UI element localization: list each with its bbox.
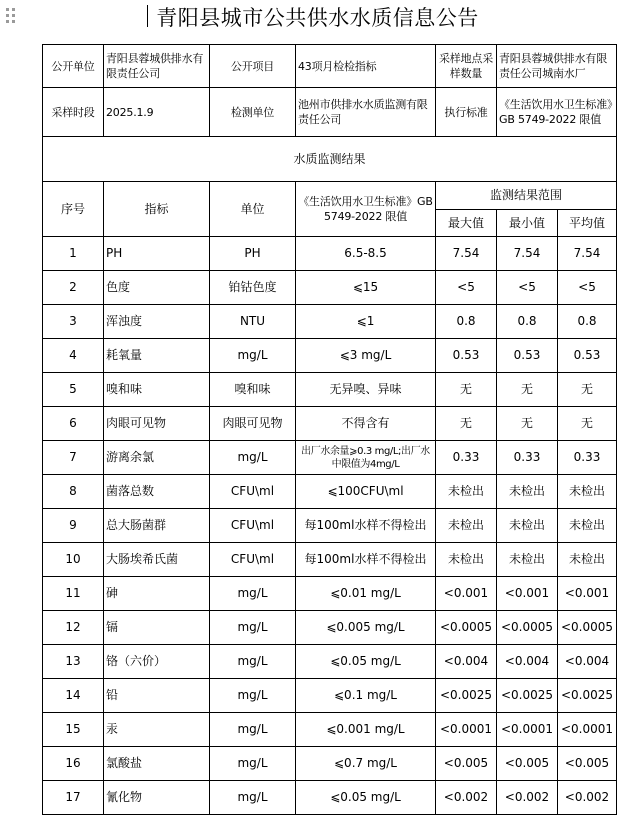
- cell-limit: 每100ml水样不得检出: [296, 543, 436, 577]
- cell-name: 氯酸盐: [104, 747, 210, 781]
- std-label: 执行标准: [436, 88, 497, 137]
- cell-no: 12: [43, 611, 104, 645]
- cell-min: <0.001: [497, 577, 558, 611]
- cell-avg: 未检出: [558, 475, 617, 509]
- cell-limit: ⩽0.05 mg/L: [296, 781, 436, 815]
- section-row: [43, 137, 617, 182]
- cell-name: 镉: [104, 611, 210, 645]
- info-row-2: [43, 88, 617, 137]
- cell-min: <0.0005: [497, 611, 558, 645]
- cell-limit: ⩽0.005 mg/L: [296, 611, 436, 645]
- cell-no: 3: [43, 305, 104, 339]
- cell-unit: mg/L: [210, 747, 296, 781]
- table-row: [43, 781, 617, 815]
- cell-no: 16: [43, 747, 104, 781]
- cell-unit: mg/L: [210, 339, 296, 373]
- cell-unit: mg/L: [210, 781, 296, 815]
- cell-name: 砷: [104, 577, 210, 611]
- cell-max: <0.0005: [436, 611, 497, 645]
- cell-limit: ⩽0.01 mg/L: [296, 577, 436, 611]
- table-row: [43, 339, 617, 373]
- cell-min: 未检出: [497, 509, 558, 543]
- cell-min: <0.004: [497, 645, 558, 679]
- cell-unit: 铂钴色度: [210, 271, 296, 305]
- cell-min: <0.005: [497, 747, 558, 781]
- header-limit: 《生活饮用水卫生标准》GB 5749-2022 限值: [296, 182, 436, 237]
- cell-avg: 7.54: [558, 237, 617, 271]
- cell-min: 无: [497, 407, 558, 441]
- std-value: 《生活饮用水卫生标准》GB 5749-2022 限值: [497, 88, 617, 137]
- cell-max: <0.0001: [436, 713, 497, 747]
- cell-min: 未检出: [497, 543, 558, 577]
- table-row: [43, 271, 617, 305]
- time-value: 2025.1.9: [104, 88, 210, 137]
- section-title: 水质监测结果: [43, 137, 617, 182]
- table-row: [43, 237, 617, 271]
- header-max: 最大值: [436, 210, 497, 237]
- cell-unit: mg/L: [210, 645, 296, 679]
- cell-max: <0.005: [436, 747, 497, 781]
- cell-max: 0.8: [436, 305, 497, 339]
- table-row: [43, 543, 617, 577]
- cell-limit: 6.5-8.5: [296, 237, 436, 271]
- cell-no: 7: [43, 441, 104, 475]
- cell-no: 15: [43, 713, 104, 747]
- cell-name: 铬（六价）: [104, 645, 210, 679]
- cell-max: 未检出: [436, 543, 497, 577]
- table-row: [43, 305, 617, 339]
- cell-unit: mg/L: [210, 713, 296, 747]
- cell-limit: 每100ml水样不得检出: [296, 509, 436, 543]
- publisher-label: 公开单位: [43, 45, 104, 88]
- header-avg: 平均值: [558, 210, 617, 237]
- cell-limit: ⩽100CFU\ml: [296, 475, 436, 509]
- cell-avg: <0.0025: [558, 679, 617, 713]
- info-row-1: [43, 45, 617, 88]
- cell-unit: mg/L: [210, 577, 296, 611]
- cell-max: 无: [436, 407, 497, 441]
- cell-avg: 未检出: [558, 543, 617, 577]
- cell-limit: ⩽3 mg/L: [296, 339, 436, 373]
- cell-unit: CFU\ml: [210, 543, 296, 577]
- cell-no: 13: [43, 645, 104, 679]
- cell-unit: CFU\ml: [210, 509, 296, 543]
- cell-unit: PH: [210, 237, 296, 271]
- cell-max: <0.004: [436, 645, 497, 679]
- cell-unit: 肉眼可见物: [210, 407, 296, 441]
- cell-unit: mg/L: [210, 441, 296, 475]
- cell-avg: 0.33: [558, 441, 617, 475]
- time-label: 采样时段: [43, 88, 104, 137]
- item-label: 公开项目: [210, 45, 296, 88]
- cell-no: 6: [43, 407, 104, 441]
- cell-no: 1: [43, 237, 104, 271]
- cell-name: 氰化物: [104, 781, 210, 815]
- cell-max: 无: [436, 373, 497, 407]
- header-indicator: 指标: [104, 182, 210, 237]
- site-value: 青阳县蓉城供排水有限责任公司城南水厂: [497, 45, 617, 88]
- cell-unit: mg/L: [210, 611, 296, 645]
- cell-min: 0.33: [497, 441, 558, 475]
- cell-name: 肉眼可见物: [104, 407, 210, 441]
- table-row: [43, 509, 617, 543]
- item-value: 43项月检检指标: [296, 45, 436, 88]
- cell-limit: 无异嗅、异味: [296, 373, 436, 407]
- cell-name: 耗氧量: [104, 339, 210, 373]
- table-row: [43, 713, 617, 747]
- cell-no: 2: [43, 271, 104, 305]
- cell-min: 无: [497, 373, 558, 407]
- table-row: [43, 577, 617, 611]
- cell-limit: 不得含有: [296, 407, 436, 441]
- cell-avg: 0.53: [558, 339, 617, 373]
- header-range: 监测结果范围: [436, 182, 617, 210]
- cell-limit: ⩽1: [296, 305, 436, 339]
- cell-no: 14: [43, 679, 104, 713]
- page-title: 青阳县城市公共供水水质信息公告: [156, 6, 479, 30]
- cell-min: 7.54: [497, 237, 558, 271]
- cell-avg: <0.001: [558, 577, 617, 611]
- cell-limit: ⩽0.7 mg/L: [296, 747, 436, 781]
- cell-min: 0.8: [497, 305, 558, 339]
- cell-name: 浑浊度: [104, 305, 210, 339]
- cell-max: 0.33: [436, 441, 497, 475]
- cell-limit: 出厂水余量⩾0.3 mg/L;出厂水中限值为4mg/L: [296, 441, 436, 475]
- cell-name: PH: [104, 237, 210, 271]
- cell-avg: <0.0005: [558, 611, 617, 645]
- cell-limit: ⩽0.05 mg/L: [296, 645, 436, 679]
- cell-name: 菌落总数: [104, 475, 210, 509]
- cell-avg: <0.0001: [558, 713, 617, 747]
- table-row: [43, 645, 617, 679]
- lab-label: 检测单位: [210, 88, 296, 137]
- cell-no: 4: [43, 339, 104, 373]
- cell-avg: 未检出: [558, 509, 617, 543]
- cell-no: 17: [43, 781, 104, 815]
- cell-name: 汞: [104, 713, 210, 747]
- table-row: [43, 475, 617, 509]
- cell-max: 未检出: [436, 509, 497, 543]
- table-row: [43, 441, 617, 475]
- cell-name: 嗅和味: [104, 373, 210, 407]
- cell-max: 7.54: [436, 237, 497, 271]
- cell-name: 总大肠菌群: [104, 509, 210, 543]
- header-min: 最小值: [497, 210, 558, 237]
- cell-min: 0.53: [497, 339, 558, 373]
- cell-min: <0.0001: [497, 713, 558, 747]
- cell-avg: 无: [558, 407, 617, 441]
- table-row: [43, 373, 617, 407]
- cell-min: 未检出: [497, 475, 558, 509]
- table-row: [43, 611, 617, 645]
- cell-limit: ⩽0.001 mg/L: [296, 713, 436, 747]
- cell-unit: NTU: [210, 305, 296, 339]
- cell-max: 0.53: [436, 339, 497, 373]
- header-unit: 单位: [210, 182, 296, 237]
- cell-limit: ⩽0.1 mg/L: [296, 679, 436, 713]
- cell-limit: ⩽15: [296, 271, 436, 305]
- cell-max: <5: [436, 271, 497, 305]
- cell-name: 大肠埃希氏菌: [104, 543, 210, 577]
- table-row: [43, 407, 617, 441]
- cell-min: <0.0025: [497, 679, 558, 713]
- cell-no: 10: [43, 543, 104, 577]
- table-row: [43, 679, 617, 713]
- cell-unit: 嗅和味: [210, 373, 296, 407]
- cell-max: <0.0025: [436, 679, 497, 713]
- cell-name: 色度: [104, 271, 210, 305]
- cell-no: 9: [43, 509, 104, 543]
- cell-min: <0.002: [497, 781, 558, 815]
- cell-name: 游离余氯: [104, 441, 210, 475]
- site-label: 采样地点采样数量: [436, 45, 497, 88]
- cell-avg: 无: [558, 373, 617, 407]
- publisher-value: 青阳县蓉城供排水有限责任公司: [104, 45, 210, 88]
- cell-name: 铅: [104, 679, 210, 713]
- header-row-1: [43, 182, 617, 210]
- cell-max: <0.001: [436, 577, 497, 611]
- header-no: 序号: [43, 182, 104, 237]
- text-cursor: [147, 5, 148, 27]
- cell-no: 8: [43, 475, 104, 509]
- lab-value: 池州市供排水水质监测有限责任公司: [296, 88, 436, 137]
- cell-avg: 0.8: [558, 305, 617, 339]
- cell-max: <0.002: [436, 781, 497, 815]
- cell-no: 11: [43, 577, 104, 611]
- cell-avg: <0.005: [558, 747, 617, 781]
- cell-min: <5: [497, 271, 558, 305]
- cell-max: 未检出: [436, 475, 497, 509]
- cell-unit: mg/L: [210, 679, 296, 713]
- cell-avg: <0.004: [558, 645, 617, 679]
- cell-avg: <0.002: [558, 781, 617, 815]
- water-quality-table: [42, 44, 617, 815]
- cell-no: 5: [43, 373, 104, 407]
- cell-avg: <5: [558, 271, 617, 305]
- table-row: [43, 747, 617, 781]
- cell-unit: CFU\ml: [210, 475, 296, 509]
